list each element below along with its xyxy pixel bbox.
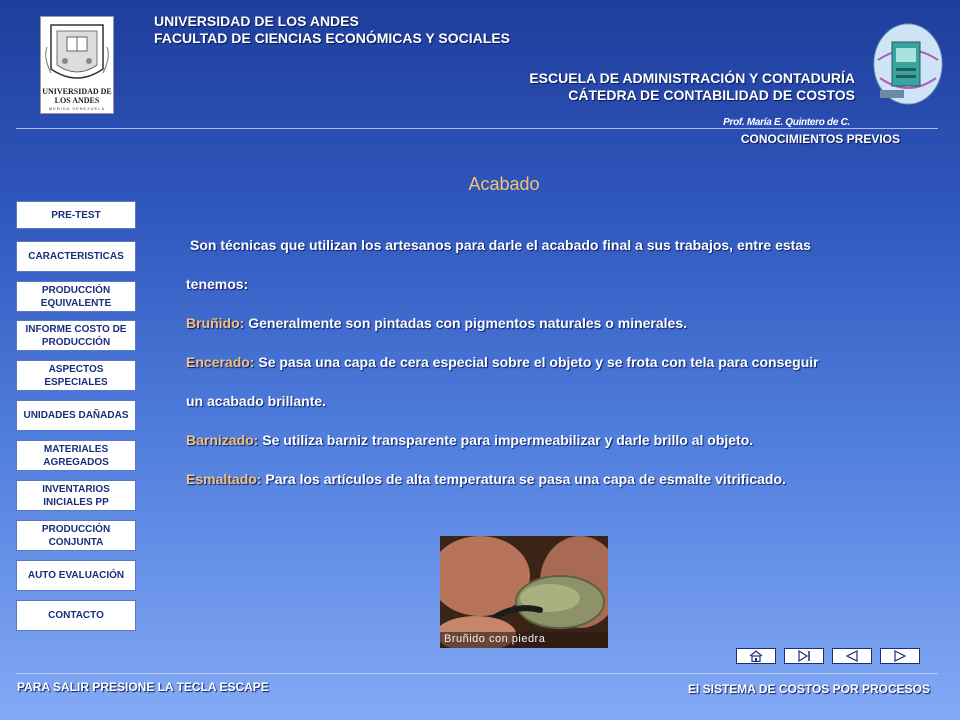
back-arrow-icon [844, 650, 860, 662]
header-divider [16, 128, 938, 129]
section-title: CONOCIMIENTOS PREVIOS [740, 132, 900, 146]
next-button[interactable] [880, 648, 920, 664]
list-item-barnizado [186, 421, 926, 460]
intro-line-1: Son técnicas que utilizan los artesanos para darle el acabado final a sus trabajos, entre estas [190, 237, 811, 253]
sidebar-item-auto-evaluacion[interactable]: AUTO EVALUACIÓN [16, 560, 136, 591]
school-name: ESCUELA DE ADMINISTRACIÓN Y CONTADURÍA [529, 70, 855, 86]
list-item-brunido [186, 304, 926, 343]
intro-line-2: tenemos: [186, 276, 249, 292]
sidebar-item-inventarios-iniciales[interactable]: INVENTARIOS INICIALES PP [16, 480, 136, 511]
exit-instructions: PARA SALIR PRESIONE LA TECLA ESCAPE [17, 680, 269, 694]
list-item-esmaltado [186, 460, 926, 499]
university-logo [40, 16, 114, 114]
logo-subtext: MERIDA VENEZUELA [48, 106, 106, 111]
photo-caption: Bruñido con piedra [444, 633, 546, 645]
previous-button[interactable] [832, 648, 872, 664]
last-page-button[interactable] [784, 648, 824, 664]
term-esmaltado: Esmaltado: [186, 471, 262, 487]
sidebar-item-aspectos-especiales[interactable]: ASPECTOS ESPECIALES [16, 360, 136, 391]
sidebar-item-informe-costo[interactable]: INFORME COSTO DE PRODUCCIÓN [16, 320, 136, 351]
desc-barnizado: Se utiliza barniz transparente para impermeabilizar y darle brillo al objeto. [258, 432, 754, 448]
footer-divider [16, 673, 938, 674]
home-button[interactable] [736, 648, 776, 664]
logo-text: UNIVERSIDAD DE LOS ANDES [42, 87, 112, 105]
sidebar-item-caracteristicas[interactable]: CARACTERISTICAS [16, 241, 136, 272]
sidebar-item-contacto[interactable]: CONTACTO [16, 600, 136, 631]
sidebar-item-pre-test[interactable]: PRE-TEST [16, 201, 136, 229]
page-title: Acabado [468, 174, 540, 194]
faculty-name: FACULTAD DE CIENCIAS ECONÓMICAS Y SOCIALES [154, 30, 510, 46]
list-item-encerado-cont: un acabado brillante. [186, 393, 327, 409]
burnishing-photo [440, 536, 608, 648]
university-name: UNIVERSIDAD DE LOS ANDES [154, 13, 359, 29]
content-body [186, 226, 926, 499]
chair-name: CÁTEDRA DE CONTABILIDAD DE COSTOS [568, 87, 855, 103]
desc-brunido: Generalmente son pintadas con pigmentos naturales o minerales. [244, 315, 688, 331]
term-brunido: Bruñido: [186, 315, 245, 331]
sidebar-item-produccion-conjunta[interactable]: PRODUCCIÓN CONJUNTA [16, 520, 136, 551]
sidebar-item-materiales-agregados[interactable]: MATERIALES AGREGADOS [16, 440, 136, 471]
desc-esmaltado: Para los artículos de alta temperatura se pasa una capa de esmalte vitrificado. [261, 471, 786, 487]
sidebar-item-produccion-equivalente[interactable]: PRODUCCIÓN EQUIVALENTE [16, 281, 136, 312]
term-encerado: Encerado: [186, 354, 255, 370]
professor-name: Prof. María E. Quintero de C. [723, 117, 850, 128]
skip-end-icon [796, 650, 812, 662]
sidebar-item-unidades-danadas[interactable]: UNIDADES DAÑADAS [16, 400, 136, 431]
system-name: El SISTEMA DE COSTOS POR PROCESOS [687, 682, 930, 696]
forward-arrow-icon [892, 650, 908, 662]
computer-globe-icon [872, 20, 944, 108]
desc-encerado: Se pasa una capa de cera especial sobre el objeto y se frota con tela para conseguir [254, 354, 819, 370]
list-item-encerado [186, 343, 926, 382]
home-icon [748, 650, 764, 662]
term-barnizado: Barnizado: [186, 432, 259, 448]
